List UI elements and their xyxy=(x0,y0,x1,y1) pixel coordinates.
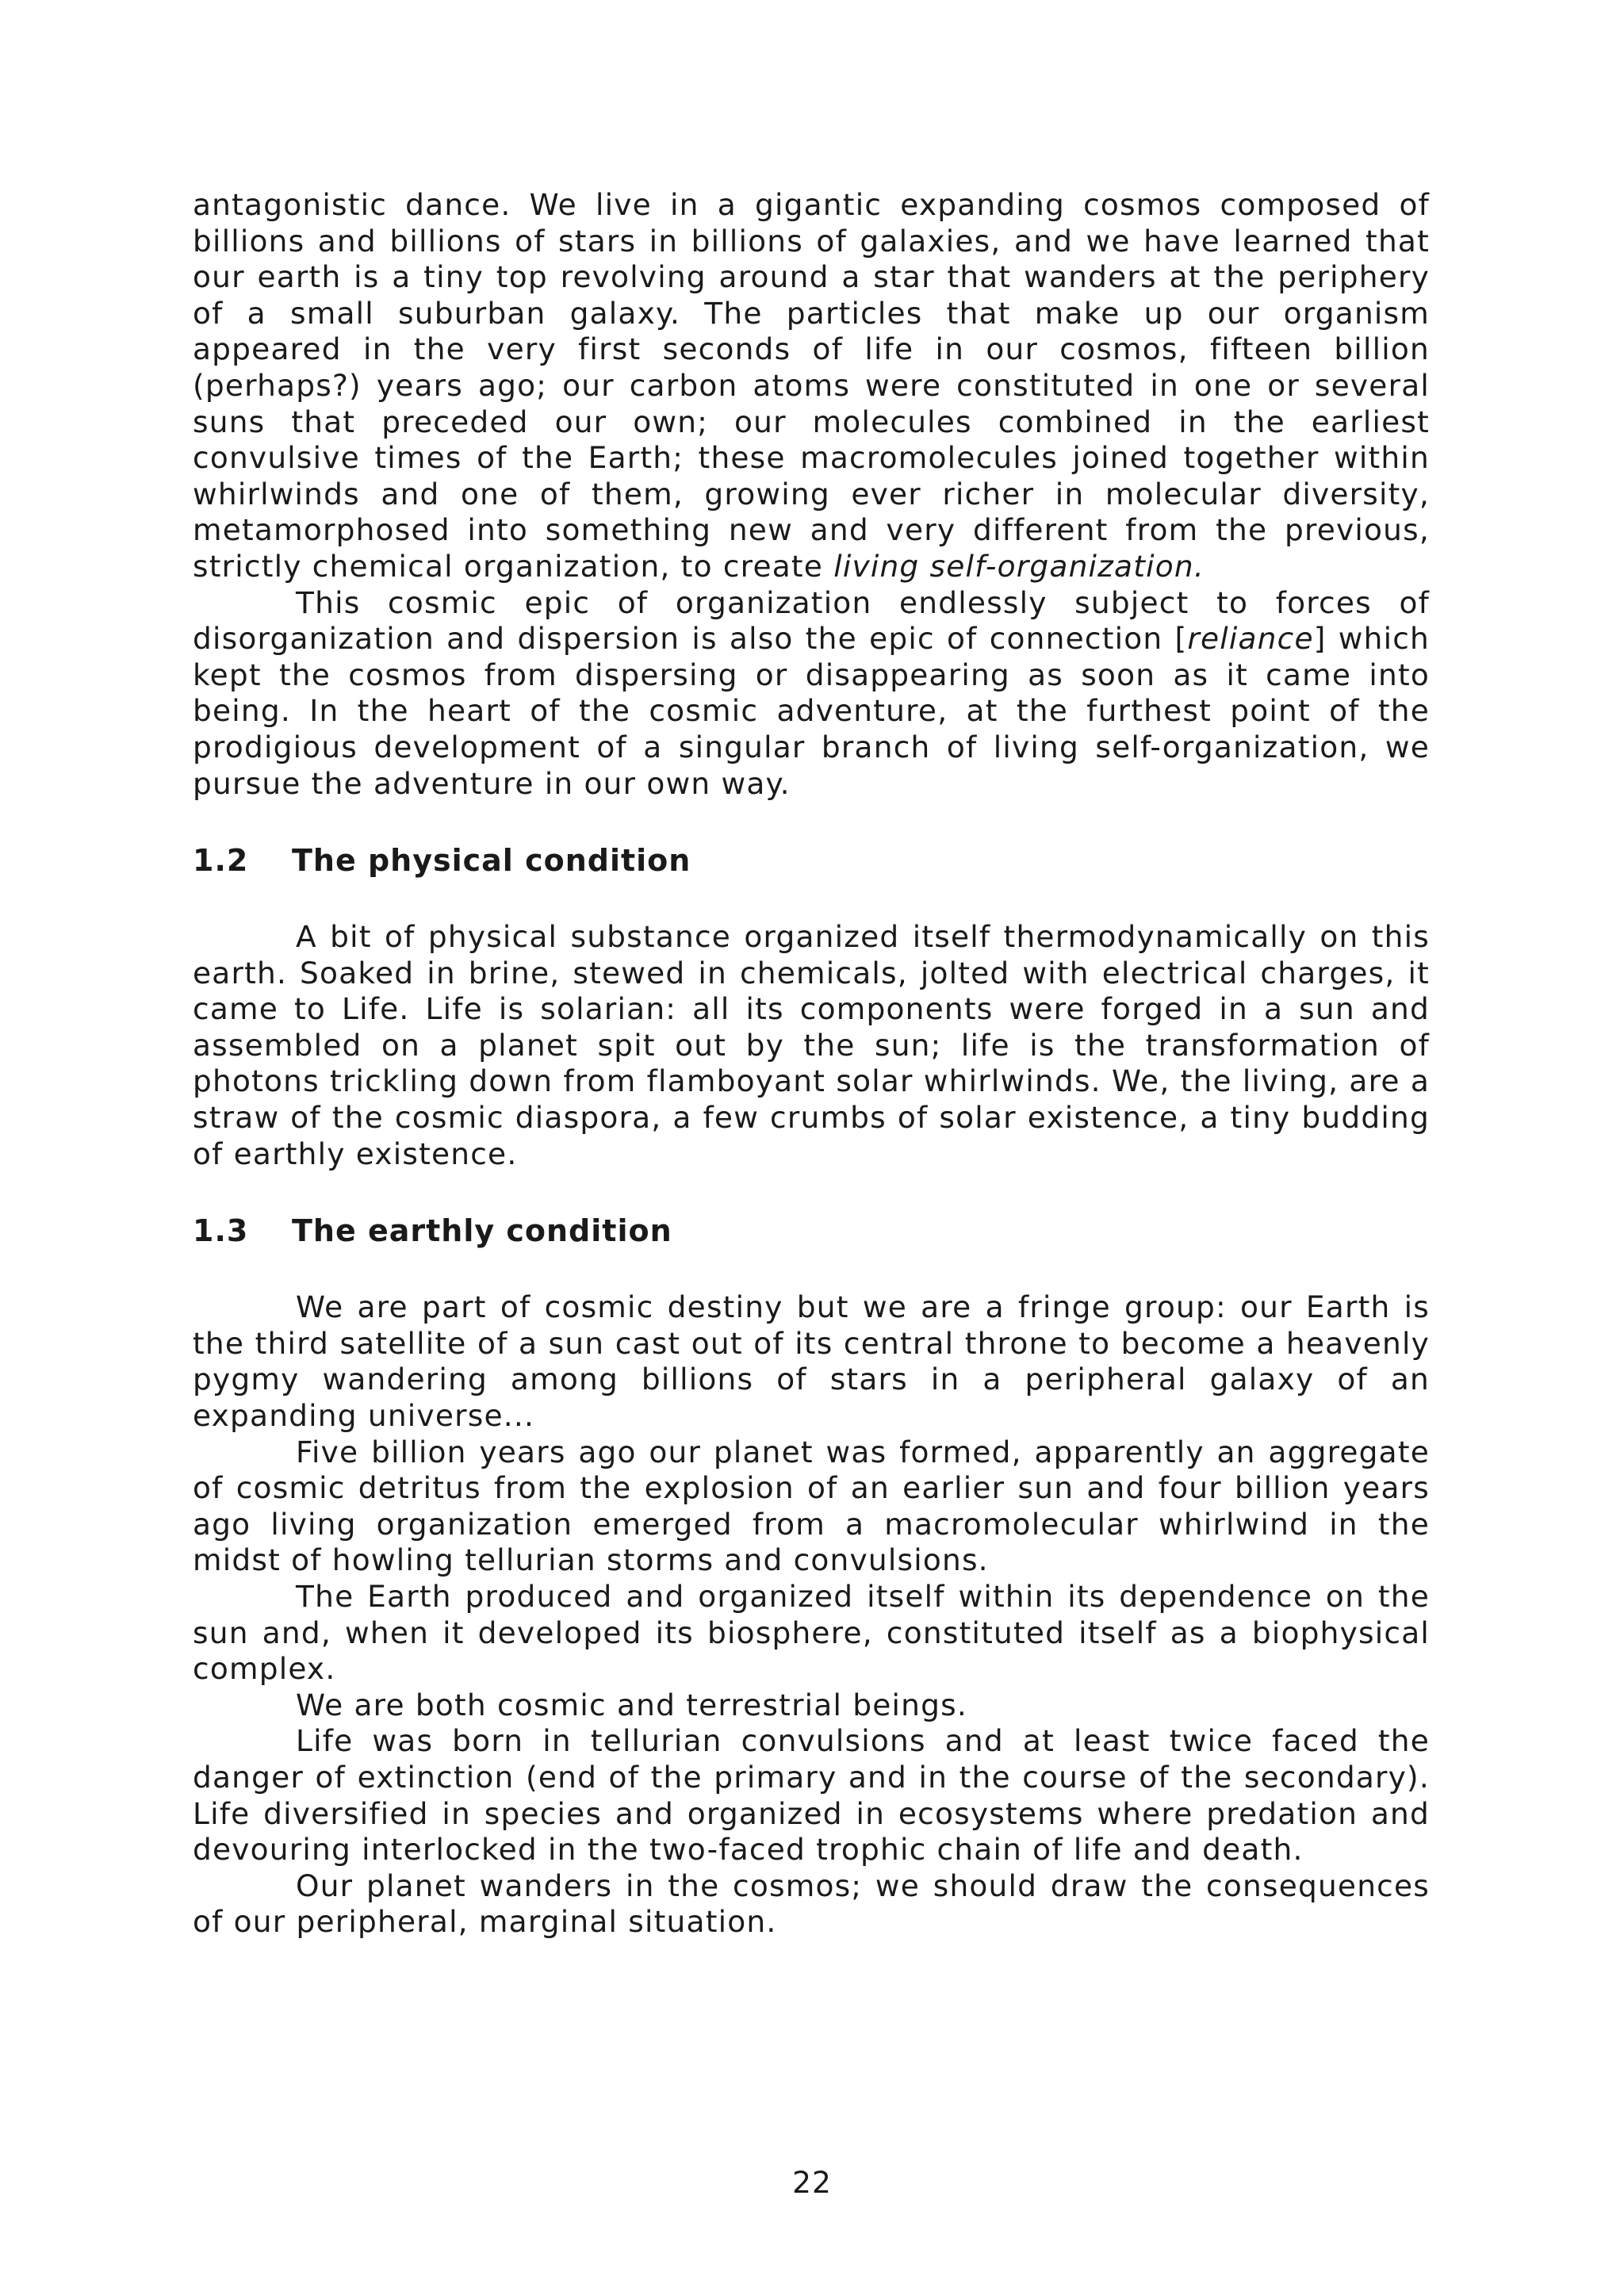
paragraph-antagonistic-dance: antagonistic dance. We live in a gigantic expanding cosmos composed of billions and billions of stars in billions of galaxies, and we have learned that our earth is a tiny top revolving around a star that wanders at the periphery of a small suburban galaxy. The particles that make up our organism appeared in the very first seconds of life in our cosmos, fifteen billion (perhaps?) years ago; our carbon atoms were constituted in one or several suns that preceded our own; our molecules combined in the earliest convulsive times of the Earth; these macromolecules joined together within whirlwinds and one of them, growing ever richer in molecular diversity, metamorphosed into something new and very different from the previous, strictly chemical organization, to create living self-organization. xyxy=(193,187,1430,584)
section-number: 1.2 xyxy=(193,843,249,879)
section-number: 1.3 xyxy=(193,1213,249,1249)
paragraph-physical-substance: A bit of physical substance organized itself thermodynamically on this earth. Soaked in brine, stewed in chemicals, jolted with electrical charges, it came to Life. Life is solarian: all its components were forged in a sun and assembled on a planet spit out by the sun; life is the transformation of photons trickling down from flamboyant solar whirlwinds. We, the living, are a straw of the cosmic diaspora, a few crumbs of solar existence, a tiny budding of earthly existence. xyxy=(193,919,1430,1171)
paragraph-life-born: Life was born in tellurian convulsions and at least twice faced the danger of extinction (end of the primary and in the course of the secondary). Life diversified in species and organized in ecosystems where predation and devouring interlocked in the two-faced trophic chain of life and death. xyxy=(193,1723,1430,1868)
italic-reliance: reliance xyxy=(1187,621,1314,657)
page-number: 22 xyxy=(792,2165,832,2200)
paragraph-cosmic-terrestrial: We are both cosmic and terrestrial beings. xyxy=(296,1687,967,1722)
section-heading-earthly-condition xyxy=(193,1213,1430,1249)
italic-living-self-organization: living self-organization. xyxy=(833,548,1205,584)
page-body xyxy=(193,187,1430,1941)
section-heading-physical-condition xyxy=(193,842,1430,879)
paragraph-cosmic-epic: This cosmic epic of organization endlessly subject to forces of disorganization and dispersion is also the epic of connection [reliance] which kept the cosmos from dispersing or disappearing as soon as it came into being. In the heart of the cosmic adventure, at the furthest point of the prodigious development of a singular branch of living self-organization, we pursue the adventure in our own way. xyxy=(193,584,1430,801)
paragraph-cosmic-destiny: We are part of cosmic destiny but we are a fringe group: our Earth is the third satellite of a sun cast out of its central throne to become a heavenly pygmy wandering among billions of stars in a peripheral galaxy of an expanding universe... xyxy=(193,1289,1430,1434)
paragraph-five-billion-years: Five billion years ago our planet was formed, apparently an aggregate of cosmic detritus from the explosion of an earlier sun and four billion years ago living organization emerged from a macromolecular whirlwind in the midst of howling tellurian storms and convulsions. xyxy=(193,1434,1430,1578)
paragraph-planet-wanders: Our planet wanders in the cosmos; we should draw the consequences of our peripheral, marginal situation. xyxy=(193,1868,1430,1940)
paragraph-earth-produced: The Earth produced and organized itself within its dependence on the sun and, when it developed its biosphere, constituted itself as a biophysical complex. xyxy=(193,1579,1430,1687)
section-title: The physical condition xyxy=(292,843,691,879)
section-title: The earthly condition xyxy=(292,1213,672,1249)
